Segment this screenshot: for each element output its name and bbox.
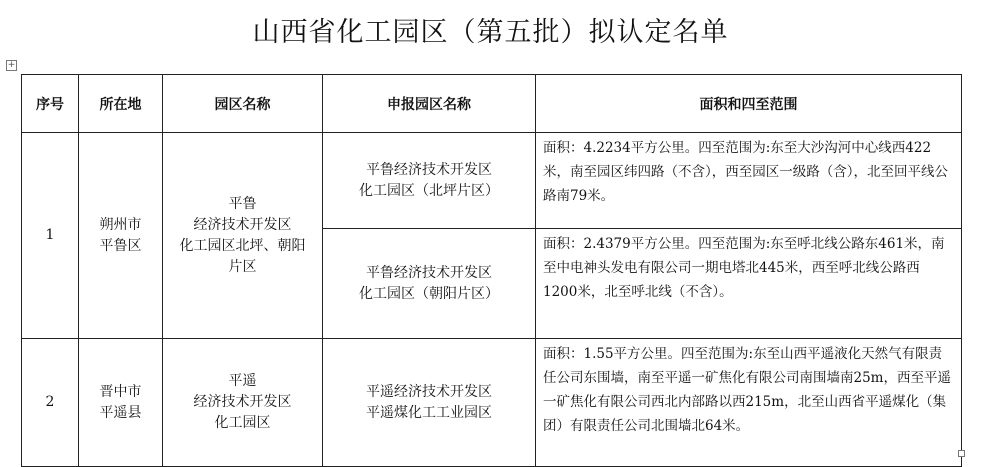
location-cell: [79, 339, 163, 467]
park-name-cell: [163, 133, 323, 339]
park-name-line: 经济技术开发区: [193, 394, 292, 410]
header-applied-name: 申报园区名称: [323, 75, 536, 133]
applied-name-cell: [323, 133, 536, 229]
park-name-line: 化工园区: [214, 415, 271, 431]
applied-name-line: 平遥煤化工工业园区: [366, 404, 492, 421]
park-name-line: 平鲁: [228, 195, 257, 212]
table-header-row: [22, 75, 962, 133]
location-line: 平鲁区: [99, 237, 142, 254]
park-name-line: 经济技术开发区: [193, 216, 292, 233]
location-line: 平遥县: [99, 404, 142, 421]
park-name-cell: [163, 339, 323, 467]
scope-cell: 面积：1.55平方公里。四至范围为:东至山西平遥液化天然气有限责任公司东围墙，南至平遥一矿焦化有限公司南围墙南25m，西至平遥一矿焦化有限公司西北内部路以西215m，北至山西省平遥煤化（集团）有限责任公司北围墙北64米。: [536, 339, 962, 467]
park-name-line: 化工园区北坪、朝阳: [179, 237, 306, 254]
park-name-line: 平遥: [228, 373, 257, 389]
table-move-handle-icon[interactable]: +: [7, 60, 16, 70]
applied-name-cell: [323, 339, 536, 467]
location-line: 朔州市: [99, 216, 142, 233]
header-location: 所在地: [79, 75, 163, 133]
applied-name-cell: [323, 229, 536, 339]
location-line: 晋中市: [99, 383, 142, 400]
park-list-table: [21, 74, 962, 467]
table-row: [22, 133, 962, 229]
seq-cell: 1: [22, 133, 79, 339]
scope-cell: 面积：2.4379平方公里。四至范围为:东至呼北线公路东461米，南至中电神头发电有限公司一期电塔北445米，西至呼北线公路西1200米，北至呼北线（不含）。: [536, 229, 962, 339]
applied-name-line: 平鲁经济技术开发区: [366, 161, 492, 178]
park-name-line: 片区: [228, 258, 257, 275]
seq-cell: 2: [22, 339, 79, 467]
header-scope: 面积和四至范围: [536, 75, 962, 133]
header-seq: 序号: [22, 75, 79, 133]
applied-name-line: 化工园区（朝阳片区）: [359, 285, 499, 302]
scope-cell: 面积：4.2234平方公里。四至范围为:东至大沙沟河中心线西422米，南至园区纬四路（不含），西至园区一级路（含），北至回平线公路南79米。: [536, 133, 962, 229]
location-cell: [79, 133, 163, 339]
applied-name-line: 平遥经济技术开发区: [366, 383, 492, 400]
table-row: [22, 339, 962, 467]
applied-name-line: 平鲁经济技术开发区: [366, 264, 492, 281]
document-title: 山西省化工园区（第五批）拟认定名单: [252, 17, 729, 48]
header-park-name: 园区名称: [163, 75, 323, 133]
applied-name-line: 化工园区（北坪片区）: [359, 182, 499, 199]
table-resize-handle[interactable]: [958, 450, 965, 457]
